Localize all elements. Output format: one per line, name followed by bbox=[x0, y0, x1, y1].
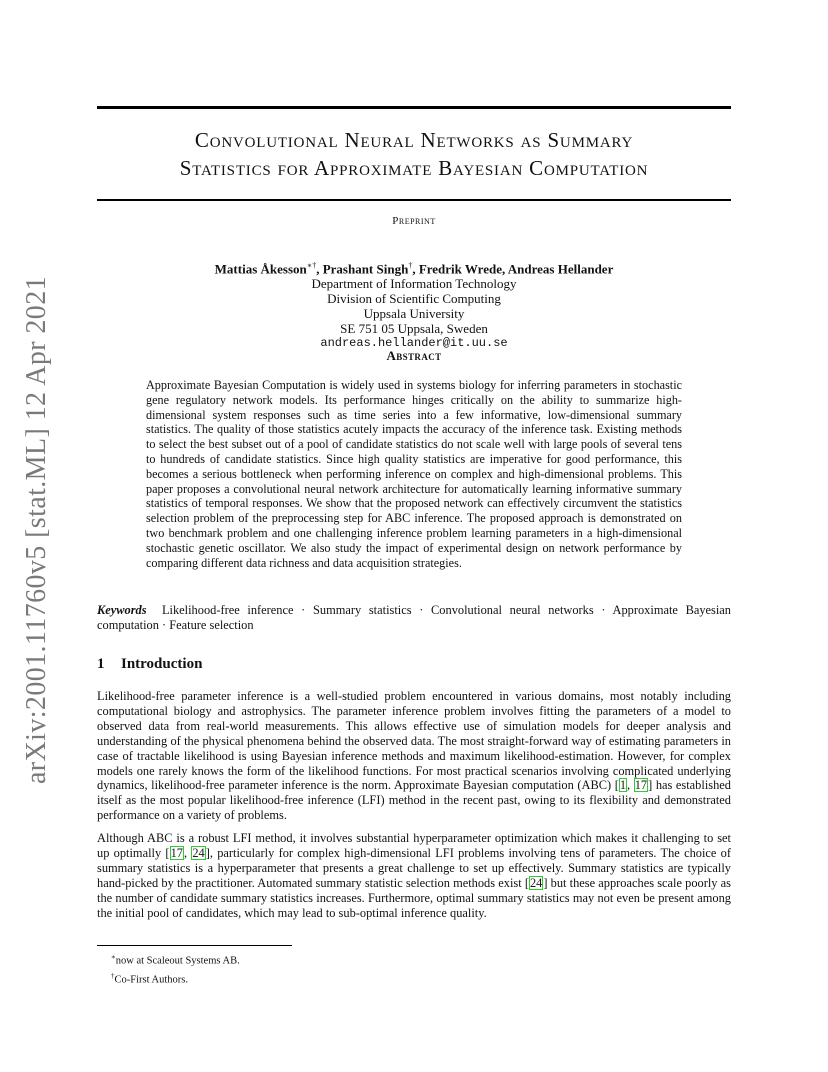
title-line-1: Convolutional Neural Networks as Summary bbox=[194, 128, 634, 152]
footnote-rule bbox=[97, 945, 292, 946]
citation-link[interactable]: 1 bbox=[619, 778, 627, 793]
keywords bbox=[97, 603, 731, 633]
intro-paragraph-1 bbox=[97, 689, 731, 823]
section-number: 1 bbox=[97, 656, 105, 672]
author-block bbox=[97, 258, 731, 351]
author-names bbox=[97, 258, 731, 276]
author-1: Mattias Åkesson bbox=[214, 261, 307, 277]
affiliation-dept: Department of Information Technology bbox=[311, 276, 517, 292]
author-email[interactable]: andreas.hellander@it.uu.se bbox=[320, 336, 508, 351]
footnote-2-text: Co-First Authors. bbox=[114, 974, 189, 985]
footnote-2 bbox=[111, 969, 240, 988]
p1-text-a: Likelihood-free parameter inference is a well-studied problem encountered in various domains, most notably including computational biology and astrophysics. The parameter inference problem involves fitting the parameters of a model to observed data from real-world measurements. This allows effective use of simulation models for deeper analysis and understanding of the physical phenomena behind the observed data. The most straight-forward way of estimating parameters in case of tractable likelihood is using Bayesian inference methods and maximum likelihood-estimation. However, for complex models one rarely knows the form of the likelihood functions. For most practical scenarios involving complicated underlying dynamics, likelihood-free parameter inference is the norm. Approximate Bayesian computation (ABC) [ bbox=[97, 689, 731, 793]
citation-link[interactable]: 17 bbox=[170, 845, 183, 860]
paper-title bbox=[97, 126, 731, 182]
title-bottom-rule bbox=[97, 199, 731, 201]
citation-link[interactable]: 24 bbox=[529, 875, 543, 890]
affiliation-university: Uppsala University bbox=[363, 306, 465, 322]
arxiv-identifier: arXiv:2001.11760v5 [stat.ML] 12 Apr 2021 bbox=[21, 275, 52, 785]
author-2-marks[interactable]: † bbox=[408, 261, 413, 270]
author-1-marks[interactable]: ∗† bbox=[306, 261, 317, 270]
preprint-label: Preprint bbox=[392, 215, 436, 227]
p2-text-c: ] but these approaches scale poorly as the number of candidate summary statistics increases. Furthermore, optimal summary statistics may not even be present among the initial pool of candidates, which may lead to sub-optimal inference quality. bbox=[97, 875, 731, 920]
citation-separator: , bbox=[183, 845, 192, 860]
footnotes bbox=[111, 950, 240, 987]
abstract-heading: Abstract bbox=[386, 348, 442, 363]
keywords-text: Likelihood-free inference · Summary statistics · Convolutional neural networks · Approximate Bayesian computation · Feature selection bbox=[97, 603, 732, 632]
affiliation-division: Division of Scientific Computing bbox=[327, 291, 501, 307]
title-line-2: Statistics for Approximate Bayesian Computation bbox=[179, 156, 649, 180]
arxiv-stamp bbox=[12, 275, 62, 785]
affiliation-address: SE 751 05 Uppsala, Sweden bbox=[340, 321, 488, 337]
footnote-1 bbox=[111, 950, 240, 969]
p2-text-a: Although ABC is a robust LFI method, it involves substantial hyperparameter optimization which makes it challenging to set up optimally [ bbox=[97, 831, 731, 860]
title-top-rule bbox=[97, 106, 731, 109]
abstract-text: Approximate Bayesian Computation is widely used in systems biology for inferring parameters in stochastic gene regulatory network models. Its performance hinges critically on the ability to summarize high-dimensional system responses such as time series into a few informative, low-dimensional summary statistics. The quality of those statistics acutely impacts the accuracy of the inference task. Existing methods to select the best subset out of a pool of candidate statistics do not scale well with large pools of several tens to hundreds of candidate statistics. Since high quality statistics are imperative for good performance, this becomes a serious bottleneck when performing inference on complex and high-dimensional problems. This paper proposes a convolutional neural network architecture for automatically learning informative summary statistics of temporal responses. We show that the proposed network can effectively circumvent the statistics selection problem of the preprocessing step for ABC inference. The proposed approach is demonstrated on two benchmark problem and one challenging inference problem learning parameters in a high-dimensional stochastic genetic oscillator. We also study the impact of experimental design on network performance by comparing different data richness and data acquisition strategies. bbox=[146, 378, 682, 570]
author-rest: , Fredrik Wrede, Andreas Hellander bbox=[412, 261, 614, 277]
citation-link[interactable]: 24 bbox=[192, 845, 205, 860]
keywords-label: Keywords bbox=[97, 603, 147, 617]
author-2: , Prashant Singh bbox=[316, 261, 409, 277]
footnote-2-mark: † bbox=[111, 971, 115, 980]
citation-separator: , bbox=[627, 778, 634, 793]
p2-text-b: ], particularly for complex high-dimensional LFI problems involving tens of parameters. The choice of summary statistics is a hyperparameter that presents a great challenge to set up effectively. Summary statistics are typically hand-picked by the practitioner. Automated summary statistic selection methods exist [ bbox=[97, 845, 731, 890]
section-title: Introduction bbox=[121, 656, 203, 672]
section-heading-introduction bbox=[97, 656, 202, 673]
p1-text-b: ] has established itself as the most popular likelihood-free inference (LFI) method in the recent past, owing to its flexibility and demonstrated performance on a variety of problems. bbox=[97, 778, 731, 823]
footnote-1-text: now at Scaleout Systems AB. bbox=[115, 955, 240, 967]
footnote-1-mark: ∗ bbox=[111, 953, 116, 961]
intro-paragraph-2 bbox=[97, 831, 731, 920]
citation-link[interactable]: 17 bbox=[634, 778, 648, 793]
